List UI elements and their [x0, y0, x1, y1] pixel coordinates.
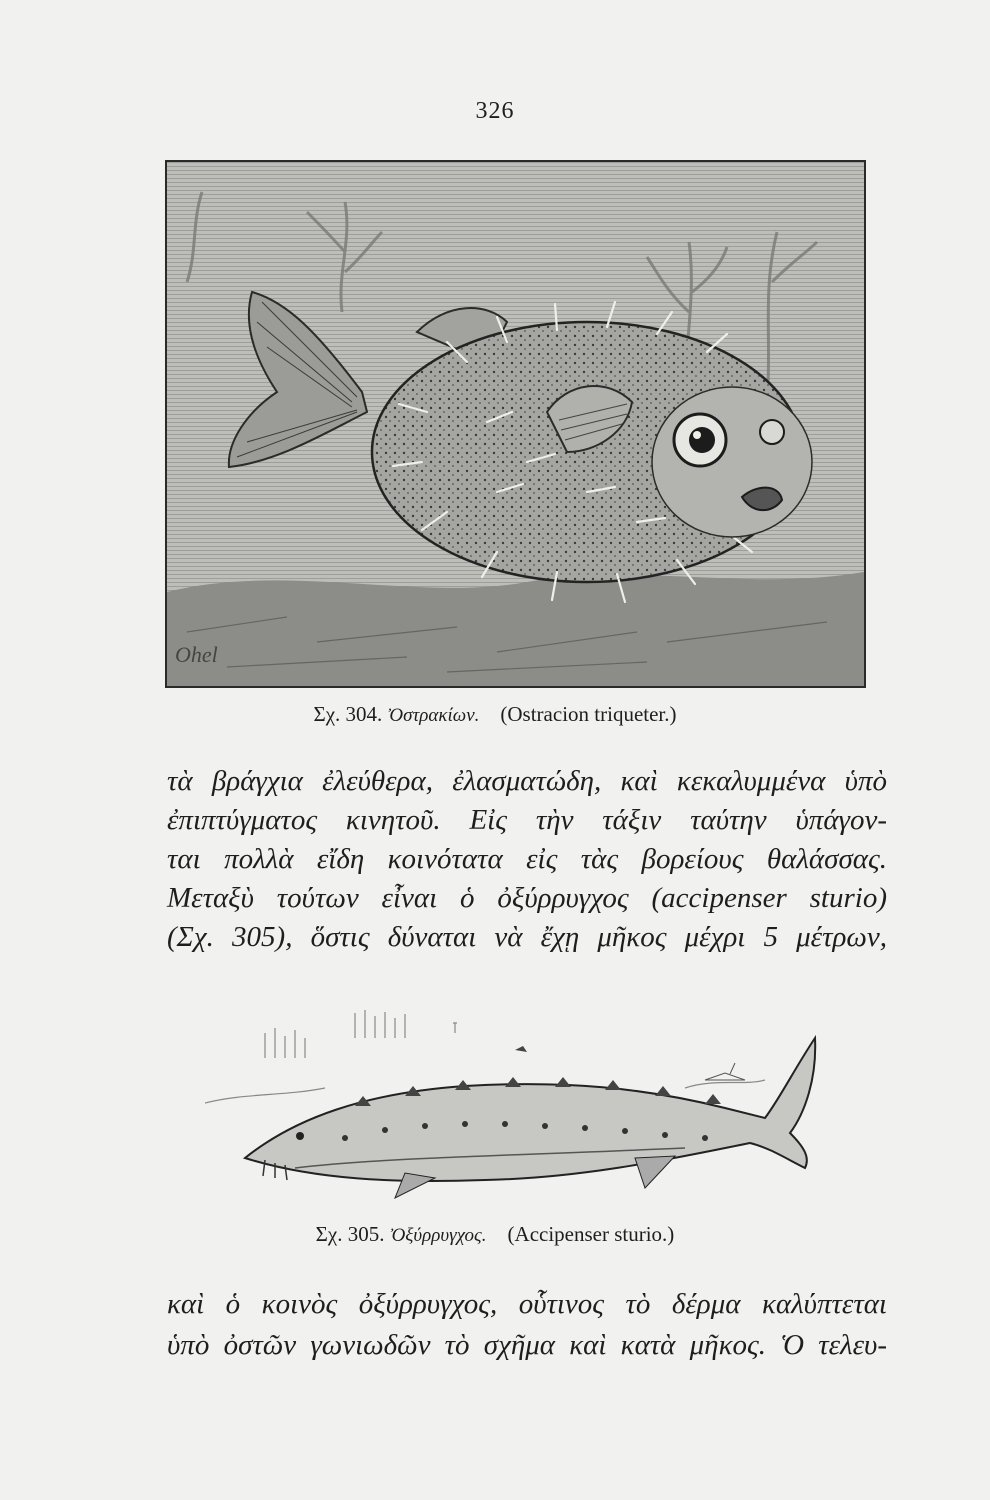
figure-304-caption-greek: Ὀστρακίων.	[387, 705, 480, 726]
figure-305-caption-latin: (Accipenser sturio.)	[507, 1222, 675, 1246]
paragraph-line: (Σχ. 305), ὅστις δύναται νὰ ἔχῃ μῆκος μέχρι 5 μέτρων,	[167, 921, 887, 953]
figure-305-illustration	[205, 1008, 833, 1208]
paragraph-1	[167, 762, 887, 957]
paragraph-line: ὑπὸ ὀστῶν γωνιωδῶν τὸ σχῆμα καὶ κατὰ μῆκος. Ὁ τελευ-	[167, 1329, 887, 1361]
paragraph-line: ἐπιπτύγματος κινητοῦ. Εἰς τὴν τάξιν ταύτην ὑπάγον-	[167, 804, 887, 836]
paragraph-line: τὰ βράγχια ἐλεύθερα, ἐλασματώδη, καὶ κεκαλυμμένα ὑπὸ	[167, 765, 887, 797]
paragraph-2	[167, 1284, 887, 1366]
paragraph-line: ται πολλὰ εἴδη κοινότατα εἰς τὰς βορείους θαλάσσας.	[167, 843, 887, 875]
figure-304-illustration	[165, 160, 866, 688]
figure-305-caption-label: Σχ. 305.	[315, 1222, 385, 1246]
figure-304-caption-latin: (Ostracion triqueter.)	[500, 702, 677, 726]
page-number: 326	[475, 98, 515, 124]
svg-text:Ohel: Ohel	[175, 642, 218, 667]
figure-304-caption	[0, 702, 990, 727]
paragraph-line: Μεταξὺ τούτων εἶναι ὁ ὀξύρρυγχος (accipenser sturio)	[167, 882, 887, 914]
figure-304-caption-label: Σχ. 304.	[313, 702, 383, 726]
figure-305-caption	[0, 1222, 990, 1247]
paragraph-line: καὶ ὁ κοινὸς ὀξύρρυγχος, οὗτινος τὸ δέρμα καλύπτεται	[167, 1288, 887, 1320]
figure-305-caption-greek: Ὀξύρρυγχος.	[389, 1225, 487, 1246]
